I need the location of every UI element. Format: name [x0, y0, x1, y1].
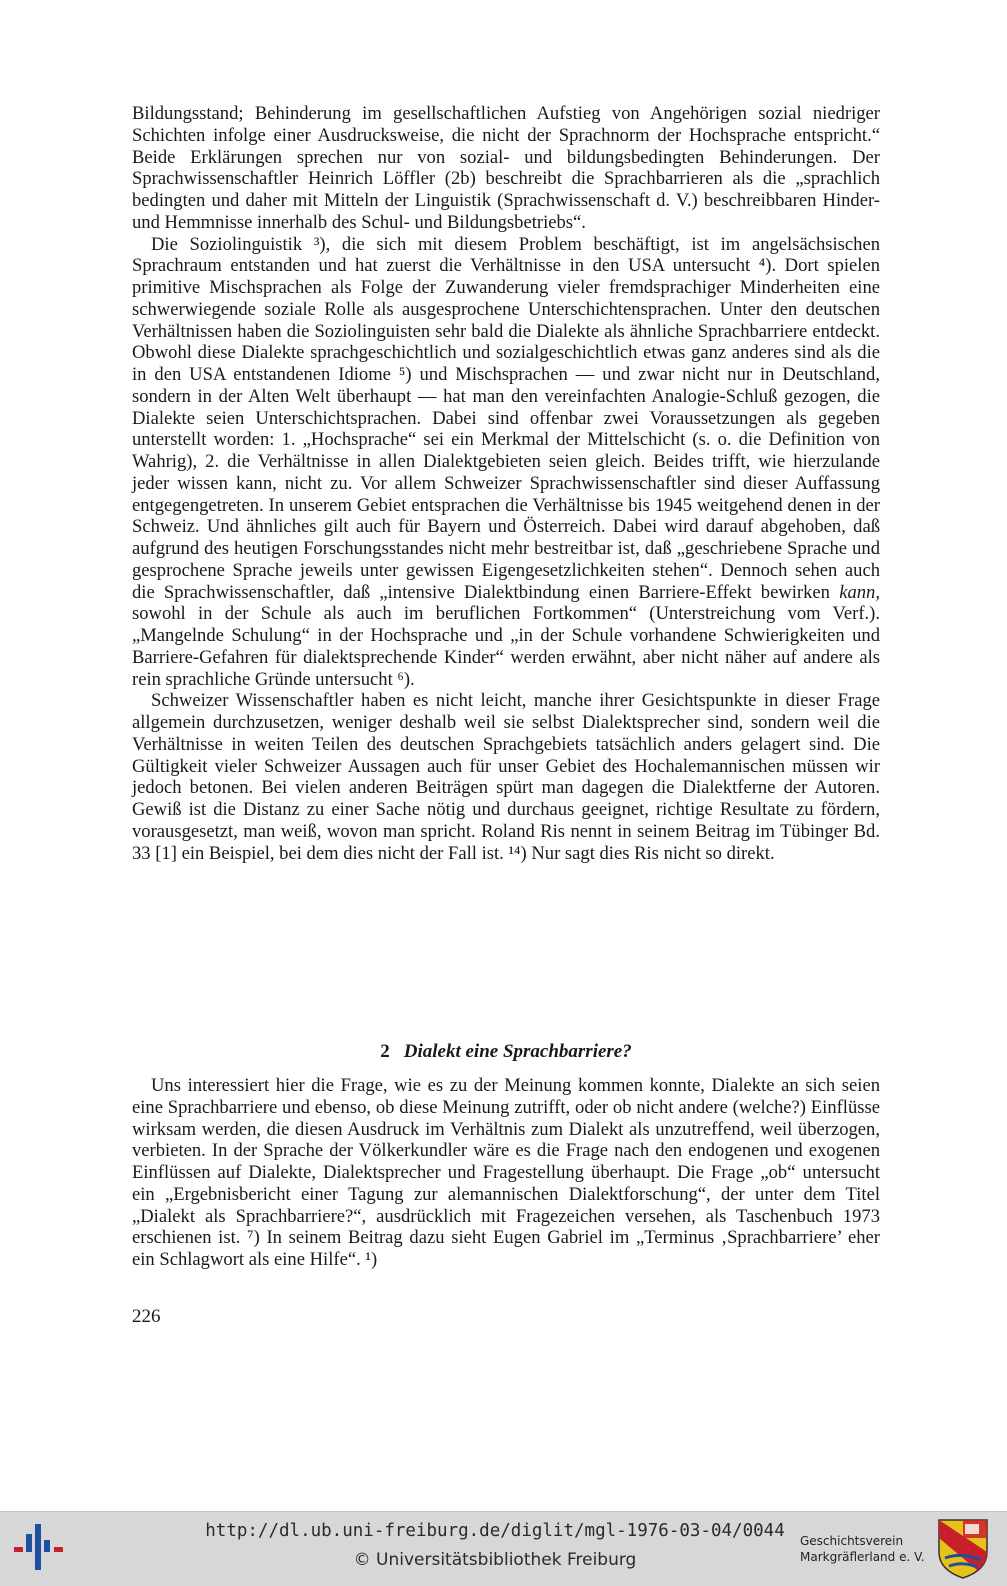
paragraph-2: [132, 234, 880, 691]
copyright-text: © Universitätsbibliothek Freiburg: [353, 1550, 637, 1570]
section-body: [132, 1075, 880, 1271]
paragraph-4: Uns interessiert hier die Frage, wie es zu der Meinung kommen konnte, Dialekte an sich seien eine Sprachbarriere und ebenso, ob diese Meinung zutrifft, oder ob nicht andere (welche?) Einflüsse wirksam werden, die diesen Ausdruck im Verhältnis zum Dialekt als unzutreffend, weil überzogen, verbieten. In der Sprache der Völkerkundler wäre es die Frage nach den endogenen und exogenen Einflüssen auf Dialekte, Dialektsprecher und Fragestellung überhaupt. Die Frage „ob“ untersucht ein „Ergebnisbericht einer Tagung zur alemannischen Dialektforschung“, der unter dem Titel „Dialekt als Sprachbarriere?“, ausdrücklich mit Fragezeichen versehen, als Taschenbuch 1973 erschienen ist. ⁷) In seinem Beitrag dazu sieht Eugen Gabriel im „Terminus ‚Sprachbarriere’ eher ein Schlagwort als eine Hilfe“. ¹): [132, 1075, 880, 1270]
section-title: Dialekt eine Sprachbarriere?: [403, 1041, 632, 1062]
document-url-link[interactable]: http://dl.ub.uni-freiburg.de/diglit/mgl-1976-03-04/0044: [205, 1521, 785, 1541]
body-text: [132, 103, 880, 864]
footer-bar: [0, 1511, 1007, 1586]
society-line-1: Geschichtsverein: [800, 1534, 904, 1548]
section-number: 2: [380, 1041, 390, 1062]
emphasis-kann: kann,: [839, 581, 880, 603]
coat-of-arms-icon[interactable]: [937, 1518, 989, 1580]
paragraph-3: Schweizer Wissenschaftler haben es nicht leicht, manche ihrer Gesichtspunkte in dieser Frage allgemein durchzusetzen, weniger deshalb weil sie selbst Dialektsprecher sind, sondern weil die Verhältnisse in weiten Teilen des deutschen Sprachgebiets tatsächlich anders gelagert sind. Die Gültigkeit vieler Schweizer Aussagen auch für unser Gebiet des Hochalemannischen müssen wir jedoch betonen. Bei vielen anderen Beiträgen spürt man dagegen die Dialektferne der Autoren. Gewiß ist die Distanz zu einer Sache nötig und durchaus geeignet, richtige Resultate zu fördern, vorausgesetzt, man weiß, wovon man spricht. Roland Ris nennt in seinem Beitrag im Tübinger Bd. 33 [1] ein Beispiel, bei dem dies nicht der Fall ist. ¹⁴) Nur sagt dies Ris nicht so direkt.: [132, 690, 880, 864]
paragraph-1: Bildungsstand; Behinderung im gesellschaftlichen Aufstieg von Angehörigen sozial niedriger Schichten infolge einer Ausdrucksweise, die nicht der Sprachnorm der Hochsprache entspricht.“ Beide Erklärungen sprechen nur von sozial- und bildungsbedingten Behinderungen. Der Sprachwissenschaftler Heinrich Löffler (2b) beschreibt die Sprachbarrieren als die „sprachlich bedingten und daher mit Mitteln der Linguistik (Sprachwissenschaft d. V.) beschreibbaren Hinder- und Hemmnisse innerhalb des Schul- und Bildungsbetriebs“.: [132, 103, 880, 233]
society-name: [800, 1533, 930, 1565]
paragraph-2-main: Die Soziolinguistik ³), die sich mit diesem Problem beschäftigt, ist im angelsächsischen Sprachraum entstanden und hat zuerst die Verhältnisse in den USA untersucht ⁴). Dort spielen primitive Mischsprachen als Folge der Zuwanderung vieler fremdsprachiger Minderheiten eine schwerwiegende soziale Rolle als ausgesprochene Unterschichtensprachen. Unter den deutschen Verhältnissen haben die Soziolinguisten sehr bald die Dialekte als ähnliche Sprachbarriere entdeckt. Obwohl diese Dialekte sprachgeschichtlich und sozialgeschichtlich etwas ganz anderes sind als die in den USA entstandenen Idiome ⁵) und Mischsprachen — und zwar nicht nur in Deutschland, sondern in der Alten Welt überhaupt — hat man den vereinfachten Analogie-Schluß gezogen, die Dialekte seien Unterschichtsprachen. Dabei sind offenbar zwei Voraussetzungen als gegeben unterstellt worden: 1. „Hochsprache“ sei ein Merkmal der Mittelschicht (s. o. die Definition von Wahrig), 2. die Verhältnisse in allen Dialektgebieten seien gleich. Beides trifft, wie hierzulande jeder wissen kann, nicht zu. Vor allem Schweizer Sprachwissenschaftler sind dieser Auffassung entgegengetreten. In unserem Gebiet entsprachen die Verhältnisse bis 1945 weitgehend denen in der Schweiz. Und ähnliches gilt auch für Bayern und Österreich. Dabei wird darauf abgehoben, daß aufgrund des heutigen Forschungsstandes nicht mehr bestreitbar ist, daß „geschriebene Sprache und gesprochene Sprache jeweils unter gewissen Eigengesetzlichkeiten stehen“. Dennoch sehen auch die Sprachwissenschaftler, daß „intensive Dialektbindung einen Barriere-Effekt bewirken: [132, 233, 880, 603]
section-heading: [132, 1041, 880, 1063]
page-number: 226: [132, 1306, 161, 1327]
society-line-2: Markgräflerland e. V.: [800, 1550, 925, 1564]
paragraph-2-tail: sowohl in der Schule als auch im beruflichen Fortkommen“ (Unterstreichung vom Verf.). „Mangelnde Schulung“ in der Hochsprache und „in der Schule vorhandene Schwierigkeiten und Barriere-Gefahren für dialektsprechende Kinder“ werden erwähnt, aber nicht näher auf andere als rein sprachliche Gründe untersucht ⁶).: [132, 603, 880, 690]
